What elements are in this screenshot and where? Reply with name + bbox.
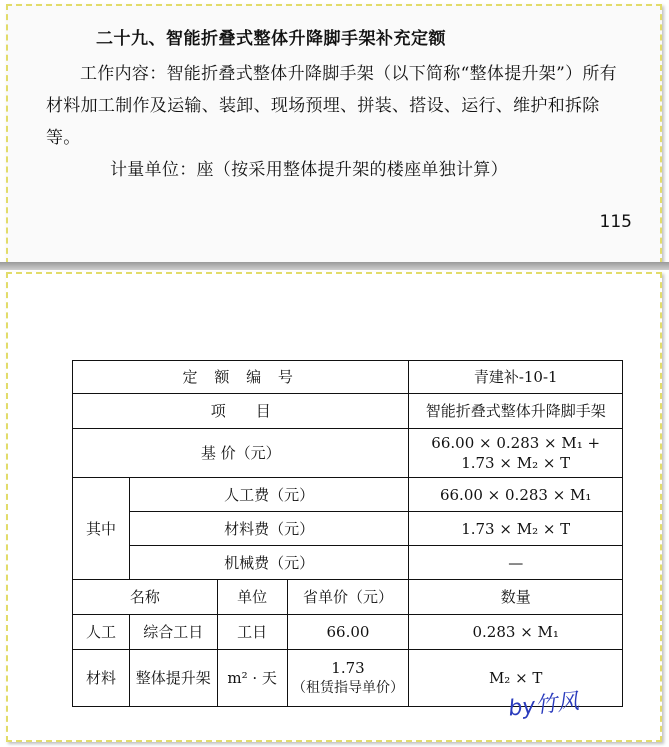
labor-qty: 0.283 × M₁	[409, 615, 623, 650]
col-header-name: 名称	[73, 580, 218, 615]
machine-cost-label: 机械费（元）	[129, 546, 409, 580]
machine-cost-value: —	[409, 546, 623, 580]
labor-name: 综合工日	[129, 615, 217, 650]
watermark: by竹风	[507, 689, 581, 722]
material-price-line1: 1.73	[331, 659, 365, 677]
material-cost-label: 材料费（元）	[129, 512, 409, 546]
labor-unit: 工日	[217, 615, 287, 650]
page-number: 115	[599, 212, 632, 232]
material-category: 材料	[73, 650, 130, 707]
quota-table	[72, 360, 623, 707]
page-separator	[0, 262, 669, 270]
work-content-paragraph: 工作内容：智能折叠式整体升降脚手架（以下简称“整体提升架”）所有材料加工制作及运输、装卸、现场预埋、拼装、搭设、运行、维护和拆除等。	[46, 64, 617, 148]
base-price-label: 基 价（元）	[73, 429, 409, 478]
base-price-line2: 1.73 × M₂ × T	[461, 454, 571, 472]
item-label: 项 目	[73, 394, 409, 429]
labor-category: 人工	[73, 615, 130, 650]
material-cost-value: 1.73 × M₂ × T	[409, 512, 623, 546]
base-price-value	[409, 429, 623, 478]
table-row	[73, 615, 623, 650]
material-unit: m² · 天	[217, 650, 287, 707]
quota-code-value: 青建补-10-1	[409, 361, 623, 394]
material-name: 整体提升架	[129, 650, 217, 707]
unit-note: 计量单位：座（按采用整体提升架的楼座单独计算）	[110, 160, 508, 180]
col-header-qty: 数量	[409, 580, 623, 615]
material-qty: M₂ × T	[409, 650, 623, 707]
item-value: 智能折叠式整体升降脚手架	[409, 394, 623, 429]
material-price-line2: （租赁指导单价）	[292, 680, 404, 696]
col-header-price: 省单价（元）	[287, 580, 409, 615]
col-header-unit: 单位	[217, 580, 287, 615]
material-price	[287, 650, 409, 707]
quota-code-label: 定 额 编 号	[73, 361, 409, 394]
labor-cost-label: 人工费（元）	[129, 478, 409, 512]
among-label: 其中	[73, 478, 130, 580]
labor-price: 66.00	[287, 615, 409, 650]
top-page	[6, 4, 662, 264]
base-price-line1: 66.00 × 0.283 × M₁ +	[431, 434, 601, 452]
section-heading: 二十九、智能折叠式整体升降脚手架补充定额	[96, 29, 446, 49]
labor-cost-value: 66.00 × 0.283 × M₁	[409, 478, 623, 512]
